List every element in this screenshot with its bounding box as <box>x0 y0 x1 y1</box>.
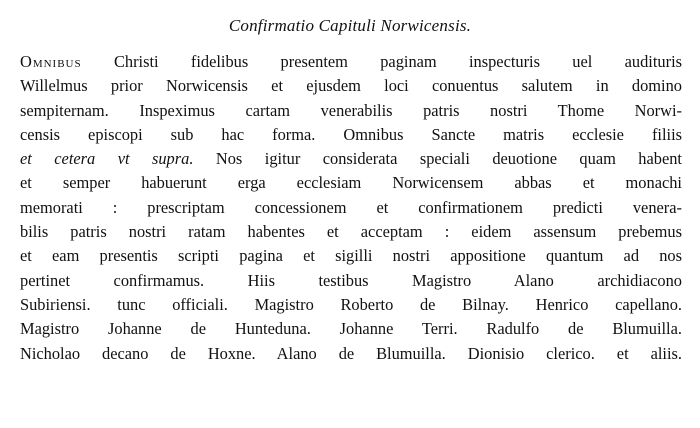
italic-phrase: et cetera vt supra. <box>20 149 194 169</box>
opening-word: Omnibus <box>20 52 82 71</box>
text-line-1-rest: Christi fidelibus presentem paginam inspecturis uel audituris <box>81 52 682 71</box>
text-line-4: censis episcopi sub hac forma. Omnibus Sancte matris ecclesie filiis <box>20 124 682 144</box>
text-line-11: Subiriensi. tunc officiali. Magistro Roberto de Bilnay. Henrico capellano. <box>20 294 682 314</box>
text-line-1 <box>20 50 682 74</box>
text-line-7: memorati : prescriptam concessionem et confirmationem predicti venera- <box>20 197 682 217</box>
text-line-12: Magistro Johanne de Hunteduna. Johanne Terri. Radulfo de Blumuilla. <box>20 319 682 339</box>
text-line-3: sempiternam. Inspeximus cartam venerabilis patris nostri Thome Norwi- <box>20 100 682 120</box>
text-line-2: Willelmus prior Norwicensis et ejusdem loci conuentus salutem in domino <box>20 76 682 96</box>
text-line-6: et semper habuerunt erga ecclesiam Norwicensem abbas et monachi <box>20 173 682 193</box>
document-title: Confirmatio Capituli Norwicensis. <box>228 16 472 35</box>
charter-text <box>20 50 682 366</box>
text-line-9: et eam presentis scripti pagina et sigilli nostri appositione quantum ad nos <box>20 246 682 266</box>
text-line-8: bilis patris nostri ratam habentes et acceptam : eidem assensum prebemus <box>20 222 682 242</box>
text-line-13: Nicholao decano de Hoxne. Alano de Blumuilla. Dionisio clerico. et aliis. <box>20 343 682 363</box>
text-line-5 <box>20 147 682 171</box>
text-line-10: pertinet confirmamus. Hiis testibus Magistro Alano archidiacono <box>20 270 682 290</box>
text-line-5-rest: Nos igitur considerata speciali deuotione quam habent <box>193 149 682 169</box>
